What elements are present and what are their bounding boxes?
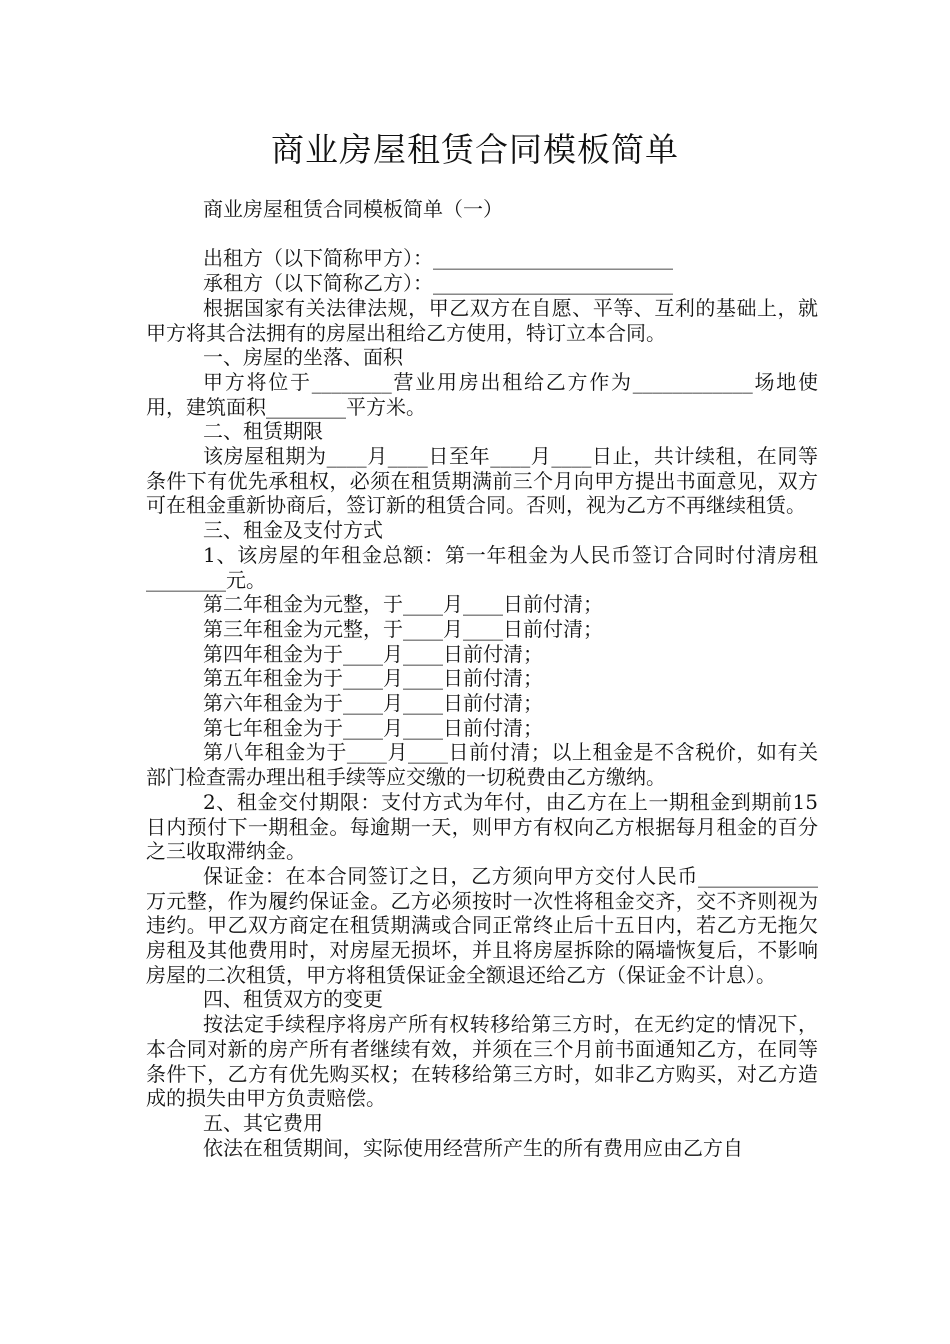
section-heading: 二、租赁期限 (203, 419, 323, 444)
blank-line (146, 222, 818, 247)
paragraph: 出租方（以下简称甲方）：________________________ (203, 246, 673, 271)
paragraph: 第七年租金为于____月____日前付清； (203, 715, 543, 740)
document-title: 商业房屋租赁合同模板简单 (271, 130, 679, 169)
paragraph: 第四年租金为于____月____日前付清； (203, 641, 543, 666)
paragraph: 保证金：在本合同签订之日，乙方须向甲方交付人民币____________万元整，作为履约保证金。乙方必须按时一次性将租金交齐，交不齐则视为违约。甲乙双方商定在租赁期满或合同正常终止后十五日内，若乙方无拖欠房租及其他费用时，对房屋无损坏，并且将房屋拆除的隔墙恢复后，不影响房屋的二次租赁，甲方将租赁保证金全额退还给乙方（保证金不计息）。 (146, 863, 818, 987)
paragraph: 该房屋租期为____月____日至年____月____日止，共计续租，在同等条件下有优先承租权，必须在租赁期满前三个月向甲方提出书面意见，双方可在租金重新协商后，签订新的租赁合同。否则，视为乙方不再继续租赁。 (146, 444, 818, 518)
paragraph: 承租方（以下简称乙方）：________________________ (203, 271, 673, 296)
section-heading: 三、租金及支付方式 (203, 518, 383, 543)
paragraph: 甲方将位于________营业用房出租给乙方作为____________场地使用，建筑面积________平方米。 (146, 369, 818, 419)
paragraph: 第三年租金为元整，于____月____日前付清； (203, 616, 603, 641)
document-body (146, 197, 818, 1160)
section-heading: 五、其它费用 (203, 1111, 323, 1135)
section-heading: 一、房屋的坐落、面积 (203, 345, 403, 370)
paragraph: 第五年租金为于____月____日前付清； (203, 666, 543, 691)
section-heading: 四、租赁双方的变更 (203, 987, 383, 1012)
paragraph: 第二年租金为元整，于____月____日前付清； (203, 592, 603, 617)
paragraph: 第六年租金为于____月____日前付清； (203, 691, 543, 716)
paragraph: 1、该房屋的年租金总额：第一年租金为人民币签订合同时付清房租________元。 (146, 542, 818, 592)
paragraph: 第八年租金为于____月____日前付清；以上租金是不含税价，如有关部门检查需办理出租手续等应交缴的一切税费由乙方缴纳。 (146, 740, 818, 790)
paragraph: 按法定手续程序将房产所有权转移给第三方时，在无约定的情况下，本合同对新的房产所有者继续有效，并须在三个月前书面通知乙方，在同等条件下，乙方有优先购买权；在转移给第三方时，如非乙方购买，对乙方造成的损失由甲方负责赔偿。 (146, 1012, 818, 1111)
paragraph: 依法在租赁期间，实际使用经营所产生的所有费用应由乙方自 (203, 1135, 743, 1160)
paragraph: 2、租金交付期限：支付方式为年付，由乙方在上一期租金到期前15日内预付下一期租金。每逾期一天，则甲方有权向乙方根据每月租金的百分之三收取滞纳金。 (146, 789, 818, 864)
paragraph: 根据国家有关法律法规，甲乙双方在自愿、平等、互利的基础上，就甲方将其合法拥有的房屋出租给乙方使用，特订立本合同。 (146, 295, 818, 345)
document-subtitle: 商业房屋租赁合同模板简单（一） (203, 197, 503, 221)
